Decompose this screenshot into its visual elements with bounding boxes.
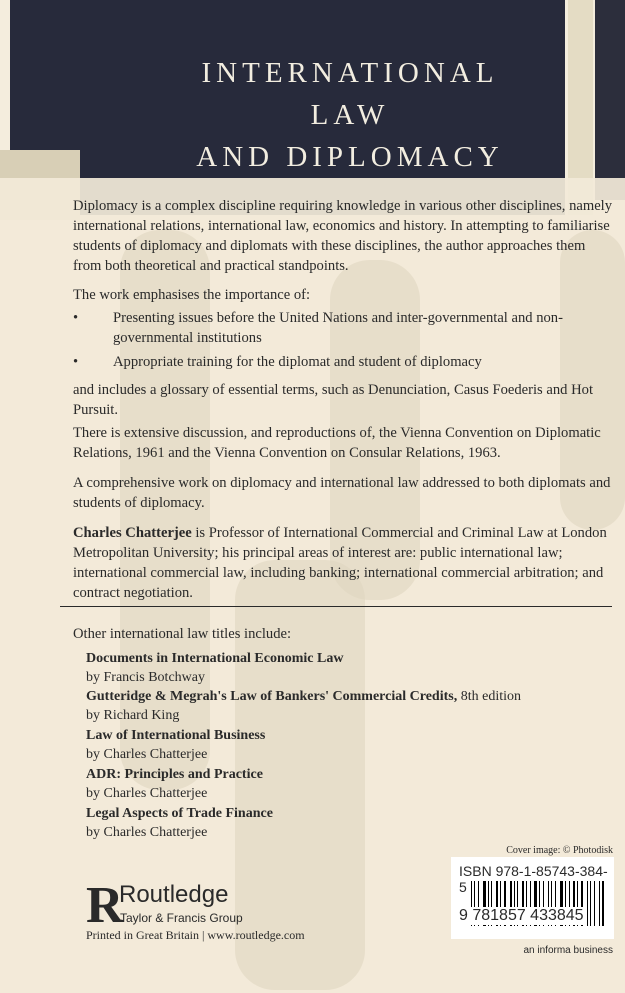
bullet-text: Appropriate training for the diplomat and student of diplomacy (113, 354, 482, 370)
bullet-icon: • (73, 354, 79, 370)
title-line: AND DIPLOMACY (196, 141, 504, 173)
barcode-bar (602, 881, 604, 926)
book-edition: 8th edition (457, 689, 521, 704)
convention-paragraph: There is extensive discussion, and reproductions of, the Vienna Convention on Diplomatic Relations, 1961 and the Vienna Convention on Consular Relations, 1963. (73, 425, 601, 461)
book-author: by Richard King (86, 708, 180, 723)
author-name: Charles Chatterjee (73, 525, 192, 541)
description-paragraph: Diplomacy is a complex discipline requiring knowledge in various other disciplines, namely international relations, international law, economics and history. In attempting to familiarise students of diplomacy and diplomats with these disciplines, the author approaches them from both theoretical and practical standpoints. (73, 198, 613, 274)
bullet-list (73, 308, 613, 372)
informa-label: an informa business (523, 945, 613, 956)
title-line: INTERNATIONAL (201, 57, 499, 89)
title-line: LAW (310, 99, 390, 131)
book-title-text: Law of International Business (86, 728, 266, 743)
book-entry (86, 804, 273, 842)
divider (60, 606, 612, 607)
glossary-paragraph: and includes a glossary of essential terms, such as Denunciation, Casus Foederis and Hot Pursuit. (73, 382, 593, 418)
barcode-bar (599, 881, 600, 926)
bullet-text: Presenting issues before the United Nations and inter-governmental and non-governmental institutions (113, 310, 563, 346)
barcode-bar (594, 881, 596, 926)
bullet-item (73, 308, 613, 348)
author-bio (73, 523, 613, 603)
publisher-group: Taylor & Francis Group (120, 911, 243, 925)
book-title-text: Gutteridge & Megrah's Law of Bankers' Commercial Credits, (86, 689, 458, 704)
barcode-number: 9 781857 433845 (459, 907, 584, 924)
book-title-text: ADR: Principles and Practice (86, 767, 263, 782)
bullet-item (73, 352, 613, 372)
emphasis-intro: The work emphasises the importance of: (73, 287, 311, 303)
book-entry (86, 687, 521, 725)
routledge-logo-icon: R (86, 877, 124, 934)
book-entry (86, 649, 343, 687)
summary-paragraph: A comprehensive work on diplomacy and international law addressed to both diplomats and students of diplomacy. (73, 475, 611, 511)
isbn-label: ISBN 978-1-85743-384-5 (459, 863, 608, 895)
author-bio-text: is Professor of International Commercial and Criminal Law at London Metropolitan University; his principal areas of interest are: public international law; international commercial law, including banking; international commercial arbitration; and contract negotiation. (73, 525, 607, 601)
isbn-barcode (451, 857, 614, 939)
book-title (140, 52, 560, 178)
barcode-bar (587, 881, 588, 926)
book-entry (86, 726, 265, 764)
book-author: by Charles Chatterjee (86, 747, 208, 762)
bullet-icon: • (73, 310, 79, 326)
other-titles-heading: Other international law titles include: (73, 626, 292, 642)
book-title-text: Documents in International Economic Law (86, 651, 344, 666)
book-author: by Charles Chatterjee (86, 825, 208, 840)
barcode-bar (590, 881, 591, 926)
cover-credit: Cover image: © Photodisk (506, 845, 613, 856)
printed-info: Printed in Great Britain | www.routledge.com (86, 928, 305, 942)
publisher-name: Routledge (119, 881, 229, 908)
book-author: by Francis Botchway (86, 670, 205, 685)
book-entry (86, 765, 263, 803)
book-author: by Charles Chatterjee (86, 786, 208, 801)
book-title-text: Legal Aspects of Trade Finance (86, 806, 273, 821)
